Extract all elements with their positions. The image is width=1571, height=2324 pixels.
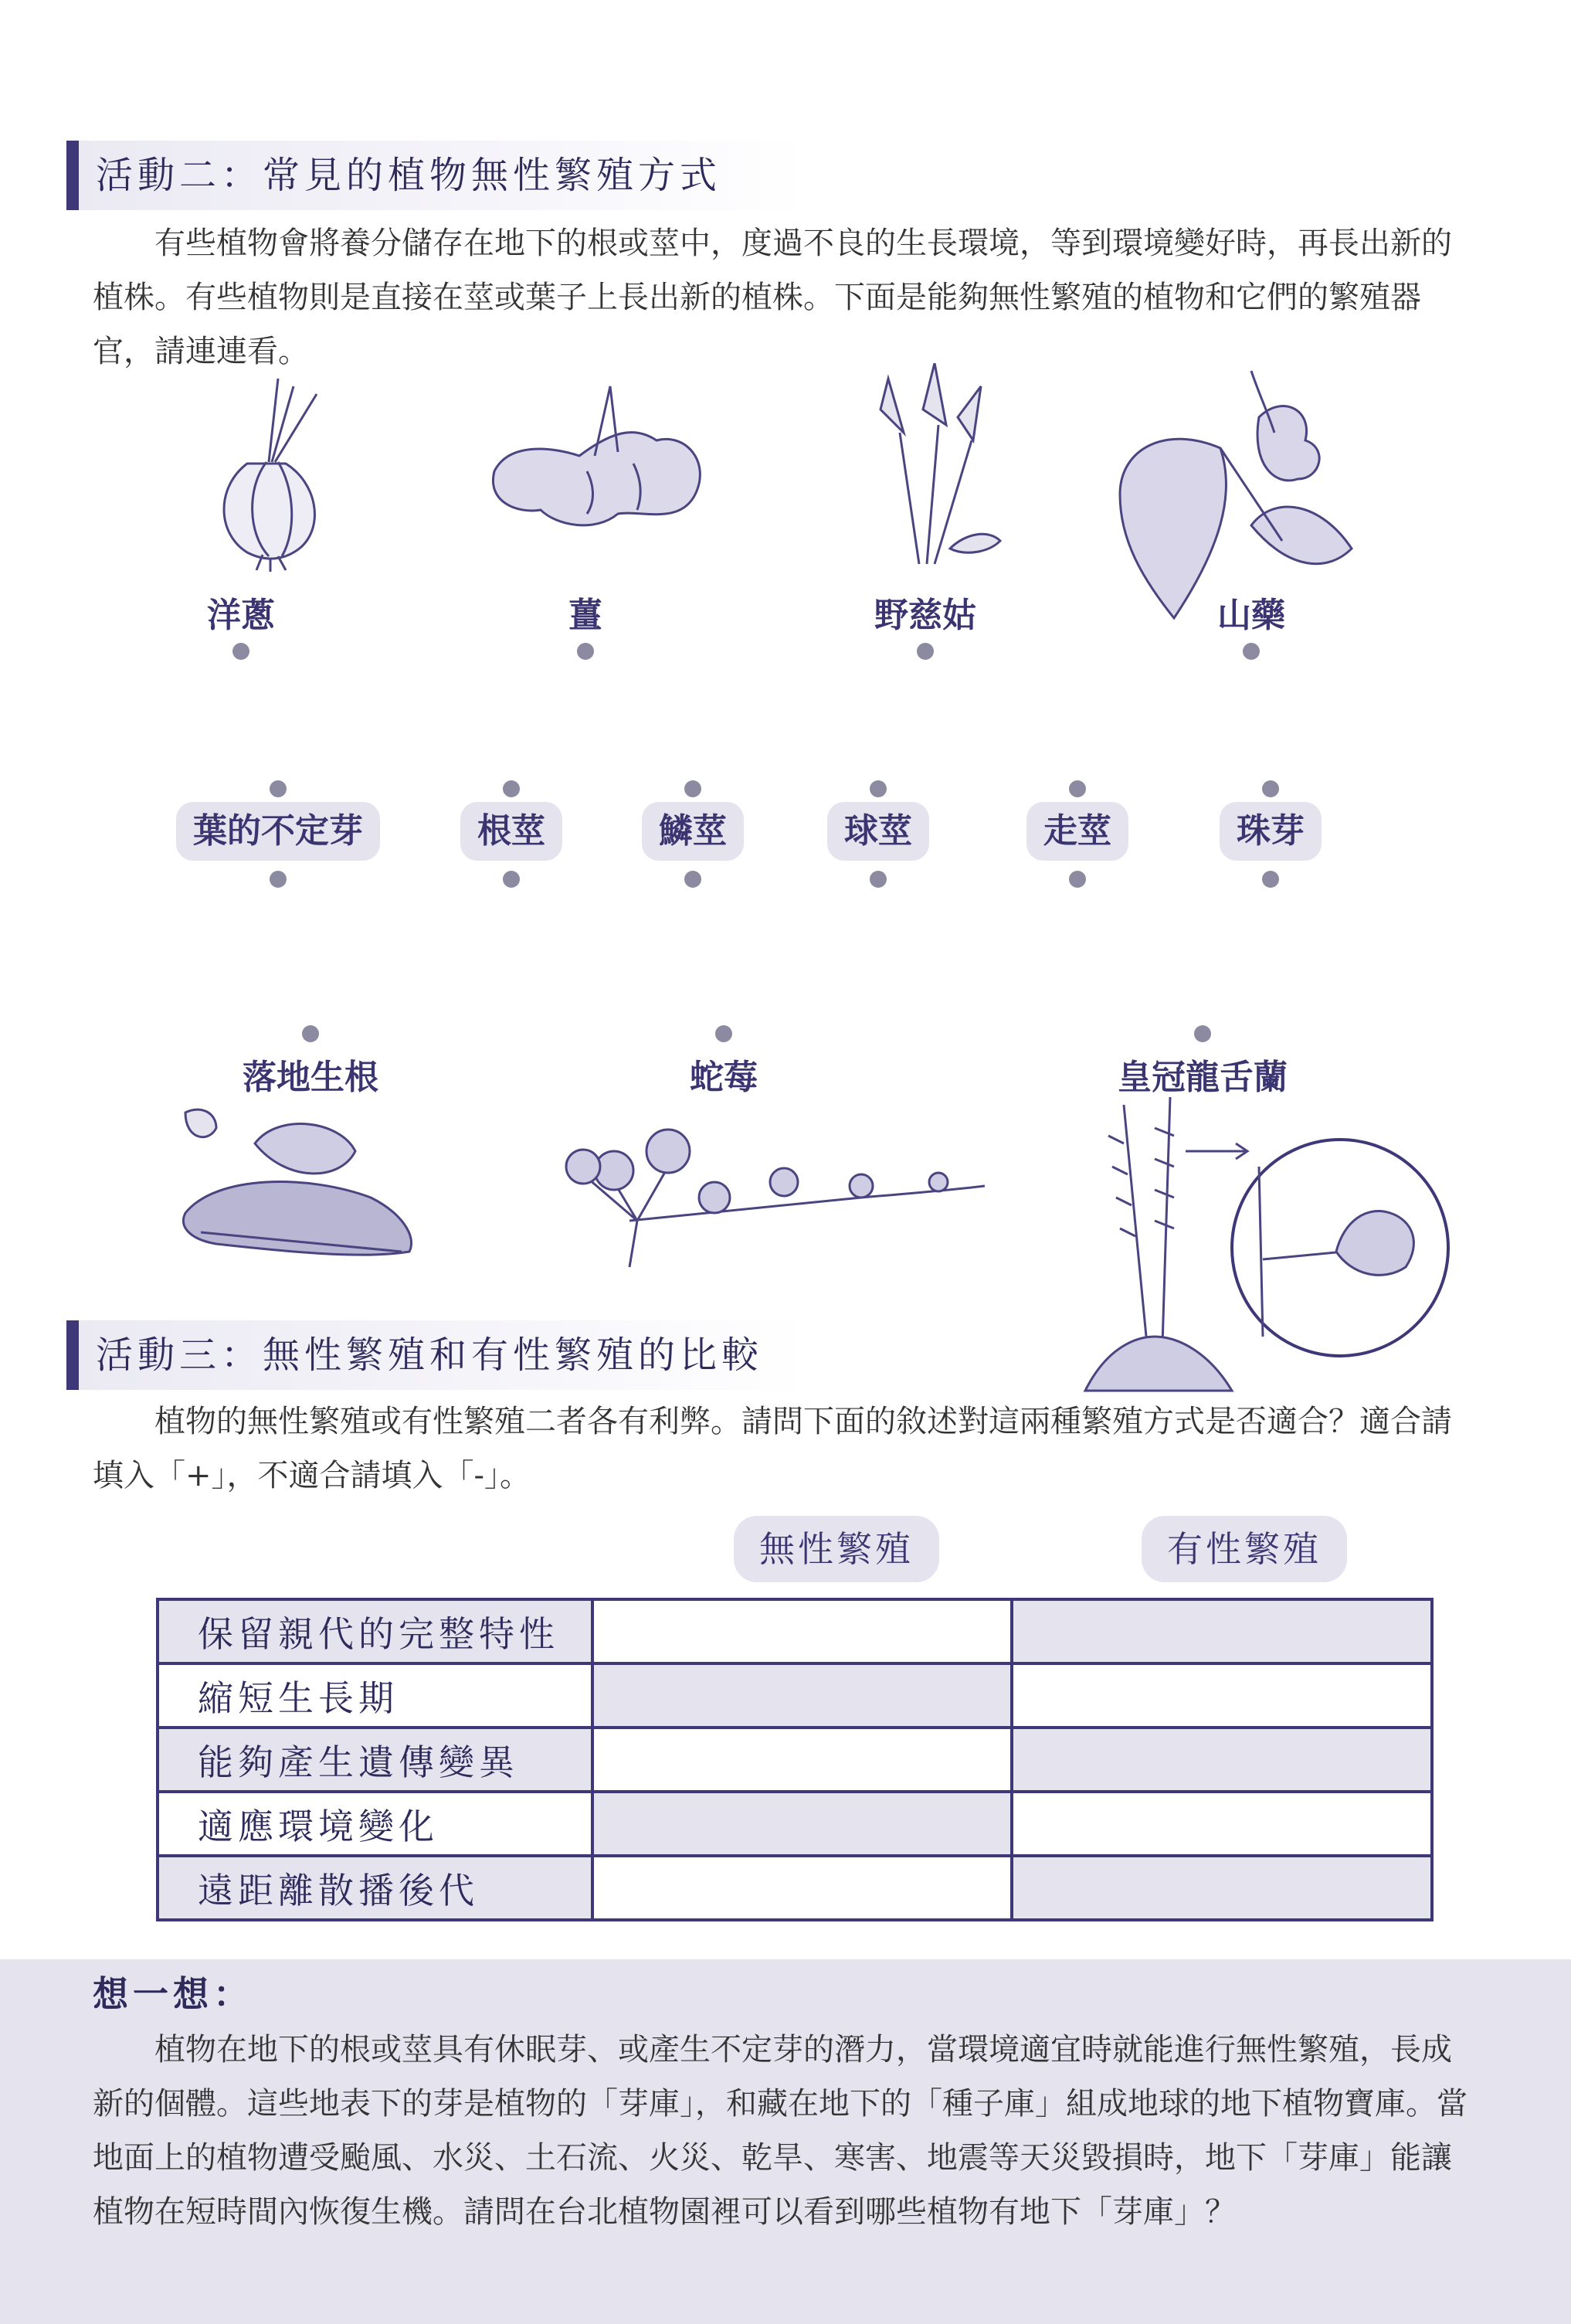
connect-dot[interactable] bbox=[715, 1025, 732, 1042]
organ-corm: 球莖 bbox=[827, 802, 929, 861]
plant-label-kalanchoe: 落地生根 bbox=[243, 1058, 378, 1097]
connect-dot[interactable] bbox=[1194, 1025, 1211, 1042]
connect-dot[interactable] bbox=[684, 780, 701, 797]
connect-dot[interactable] bbox=[503, 780, 520, 797]
activity2-title: 活動二：常見的植物無性繁殖方式 bbox=[66, 141, 808, 210]
column-header-sexual: 有性繁殖 bbox=[1142, 1516, 1347, 1582]
answer-cell[interactable] bbox=[1012, 1856, 1432, 1920]
row-label: 適應環境變化 bbox=[158, 1792, 592, 1856]
connect-dot[interactable] bbox=[1262, 871, 1279, 888]
table-row bbox=[158, 1728, 1432, 1792]
answer-cell[interactable] bbox=[592, 1792, 1013, 1856]
answer-cell[interactable] bbox=[592, 1728, 1013, 1792]
connect-dot[interactable] bbox=[1069, 780, 1086, 797]
row-label: 縮短生長期 bbox=[158, 1663, 592, 1728]
connect-dot[interactable] bbox=[232, 643, 249, 660]
answer-cell[interactable] bbox=[1012, 1792, 1432, 1856]
answer-cell[interactable] bbox=[592, 1856, 1013, 1920]
arrowhead-illustration bbox=[857, 363, 1012, 579]
plant-label-ginger: 薑 bbox=[568, 596, 602, 635]
organ-bulb: 鱗莖 bbox=[642, 802, 744, 861]
plant-label-onion: 洋蔥 bbox=[207, 596, 275, 635]
table-row bbox=[158, 1856, 1432, 1920]
connect-dot[interactable] bbox=[270, 780, 287, 797]
connect-dot[interactable] bbox=[870, 871, 887, 888]
connect-dot[interactable] bbox=[1069, 871, 1086, 888]
table-row bbox=[158, 1599, 1432, 1663]
connect-dot[interactable] bbox=[270, 871, 287, 888]
plant-label-arrowhead: 野慈姑 bbox=[874, 596, 976, 635]
answer-cell[interactable] bbox=[1012, 1599, 1432, 1663]
plant-label-agave: 皇冠龍舌蘭 bbox=[1118, 1058, 1288, 1097]
answer-cell[interactable] bbox=[592, 1663, 1013, 1728]
connect-dot[interactable] bbox=[577, 643, 594, 660]
comparison-table bbox=[156, 1598, 1434, 1921]
kalanchoe-illustration bbox=[170, 1097, 425, 1275]
activity3-paragraph: 植物的無性繁殖或有性繁殖二者各有利弊。請問下面的敘述對這兩種繁殖方式是否適合？適合請填入「+」，不適合請填入「-」。 bbox=[93, 1404, 1452, 1493]
table-row bbox=[158, 1663, 1432, 1728]
connect-dot[interactable] bbox=[1243, 643, 1260, 660]
organ-stolon: 走莖 bbox=[1026, 802, 1128, 861]
ginger-illustration bbox=[479, 379, 726, 556]
connect-dot[interactable] bbox=[302, 1025, 319, 1042]
onion-illustration bbox=[201, 371, 340, 572]
activity3-title: 活動三：無性繁殖和有性繁殖的比較 bbox=[66, 1320, 808, 1390]
connect-dot[interactable] bbox=[917, 643, 934, 660]
column-header-asexual: 無性繁殖 bbox=[734, 1516, 939, 1582]
row-label: 能夠產生遺傳變異 bbox=[158, 1728, 592, 1792]
plant-label-yam: 山藥 bbox=[1217, 596, 1285, 635]
mock-strawberry-illustration bbox=[552, 1082, 992, 1275]
organ-bulbil: 珠芽 bbox=[1220, 802, 1322, 861]
think-title: 想一想： bbox=[93, 1973, 253, 2015]
answer-cell[interactable] bbox=[1012, 1663, 1432, 1728]
answer-cell[interactable] bbox=[592, 1599, 1013, 1663]
table-row bbox=[158, 1792, 1432, 1856]
plant-label-mock-strawberry: 蛇莓 bbox=[690, 1058, 758, 1097]
row-label: 保留親代的完整特性 bbox=[158, 1599, 592, 1663]
answer-cell[interactable] bbox=[1012, 1728, 1432, 1792]
agave-closeup-illustration bbox=[1228, 1136, 1452, 1360]
connect-dot[interactable] bbox=[684, 871, 701, 888]
row-label: 遠距離散播後代 bbox=[158, 1856, 592, 1920]
think-paragraph: 植物在地下的根或莖具有休眠芽、或產生不定芽的潛力，當環境適宜時就能進行無性繁殖，長成新的個體。這些地表下的芽是植物的「芽庫」，和藏在地下的「種子庫」組成地球的地下植物寶庫。當地面上的植物遭受颱風、水災、土石流、火災、乾旱、寒害、地震等天災毀損時，地下「芽庫」能讓植物在短時間內恢復生機。請問在台北植物園裡可以看到哪些植物有地下「芽庫」？ bbox=[93, 2032, 1468, 2230]
connect-dot[interactable] bbox=[1262, 780, 1279, 797]
yam-illustration bbox=[1104, 363, 1367, 626]
connect-dot[interactable] bbox=[870, 780, 887, 797]
connect-dot[interactable] bbox=[503, 871, 520, 888]
activity2-paragraph: 有些植物會將養分儲存在地下的根或莖中，度過不良的生長環境，等到環境變好時，再長出新的植株。有些植物則是直接在莖或葉子上長出新的植株。下面是能夠無性繁殖的植物和它們的繁殖器官，請連連看。 bbox=[93, 226, 1452, 369]
organ-rhizome: 根莖 bbox=[460, 802, 562, 861]
organ-adventitious-bud: 葉的不定芽 bbox=[176, 802, 380, 861]
